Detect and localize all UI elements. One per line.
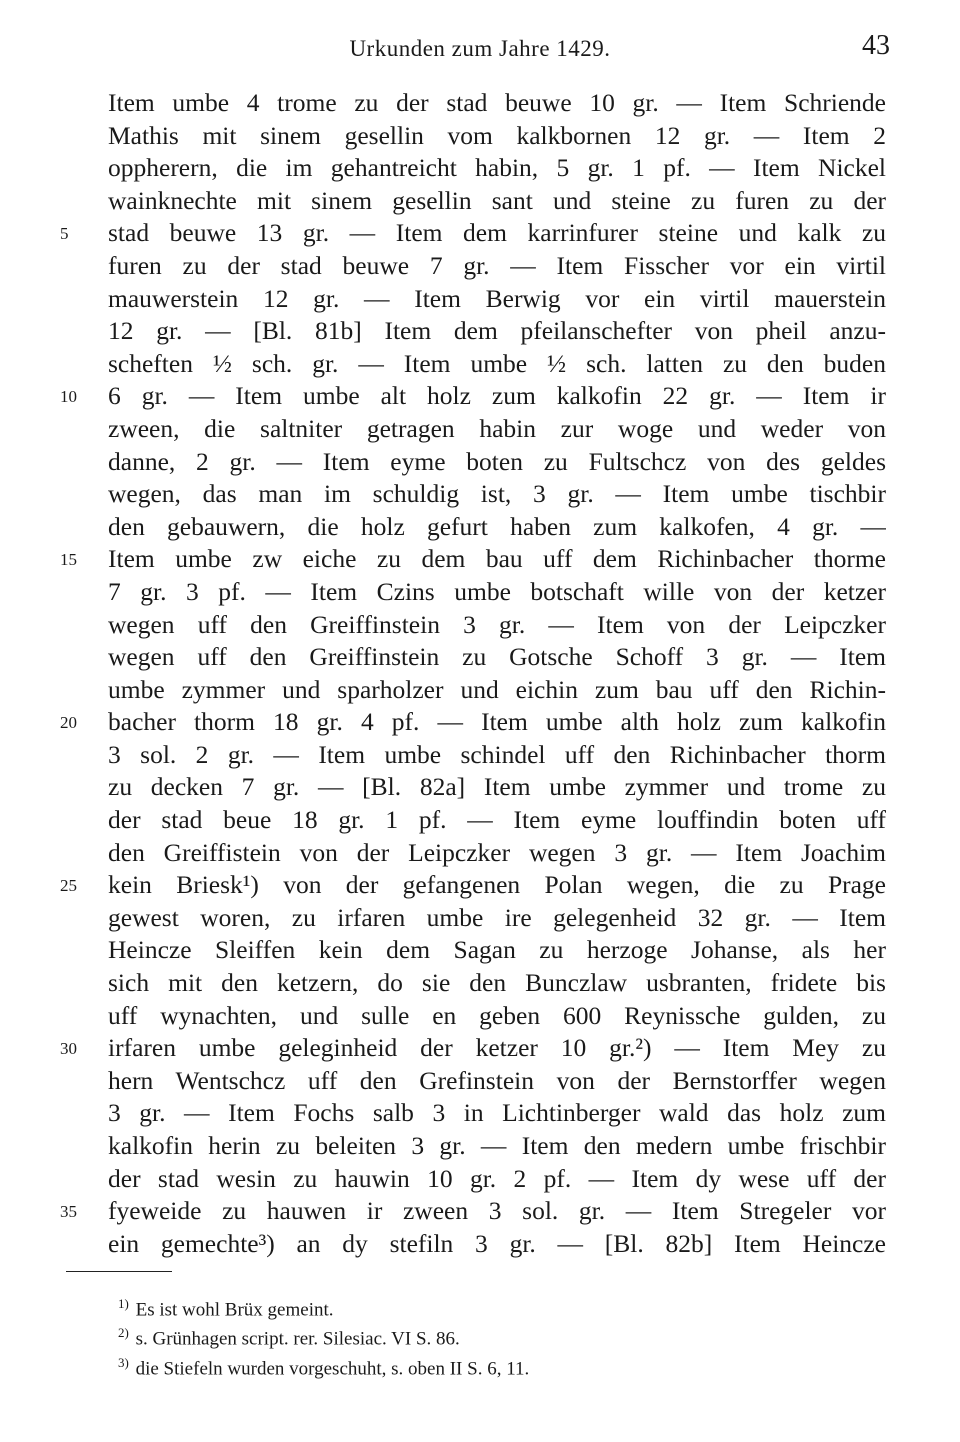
text-line xyxy=(0,934,960,967)
text-line xyxy=(0,706,960,739)
line-text: Mathis mit sinem gesellin vom kalkbornen 12 gr. — Item 2 xyxy=(108,120,886,150)
text-line xyxy=(0,478,960,511)
text-line xyxy=(0,87,960,120)
line-number: 30 xyxy=(60,1039,77,1059)
text-line xyxy=(0,869,960,902)
line-text: Heincze Sleiffen kein dem Sagan zu herzoge Johanse, als her xyxy=(108,935,886,965)
line-text: wainknechte mit sinem gesellin sant und steine zu furen zu der xyxy=(108,185,886,215)
footnote-mark: 1) xyxy=(118,1296,129,1311)
line-text: furen zu der stad beuwe 7 gr. — Item Fisscher vor ein virtil xyxy=(108,250,886,280)
text-line xyxy=(0,380,960,413)
text-line xyxy=(0,315,960,348)
line-text: der stad wesin zu hauwin 10 gr. 2 pf. — Item dy wese uff der xyxy=(108,1163,886,1193)
line-text: Item umbe 4 trome zu der stad beuwe 10 gr. — Item Schriende xyxy=(108,88,886,117)
text-line xyxy=(0,1195,960,1228)
line-text: wegen uff den Greiffinstein zu Gotsche Schoff 3 gr. — Item xyxy=(108,642,886,672)
line-text: 3 sol. 2 gr. — Item umbe schindel uff den Richinbacher thorm xyxy=(108,739,886,769)
text-line xyxy=(0,967,960,1000)
line-text: wegen uff den Greiffinstein 3 gr. — Item von der Leipczker xyxy=(108,609,886,639)
line-text: wegen, das man im schuldig ist, 3 gr. — Item umbe tischbir xyxy=(108,479,886,509)
line-text: zu decken 7 gr. — [Bl. 82a] Item umbe zymmer und trome zu xyxy=(108,772,886,802)
text-line xyxy=(0,609,960,642)
line-text: bacher thorm 18 gr. 4 pf. — Item umbe alth holz zum kalkofin xyxy=(108,707,886,737)
line-text: der stad beue 18 gr. 1 pf. — Item eyme louffindin boten uff xyxy=(108,805,886,835)
line-text: 6 gr. — Item umbe alt holz zum kalkofin 22 gr. — Item ir xyxy=(108,381,886,411)
line-text: kalkofin herin zu beleiten 3 gr. — Item den medern umbe frischbir xyxy=(108,1131,886,1160)
text-line xyxy=(0,771,960,804)
text-line xyxy=(0,1130,960,1163)
line-number: 20 xyxy=(60,713,77,733)
text-line xyxy=(0,804,960,837)
text-line xyxy=(0,902,960,935)
line-number: 5 xyxy=(60,224,69,244)
page-header xyxy=(0,30,960,70)
page-number: 43 xyxy=(862,30,890,61)
text-line xyxy=(0,739,960,772)
text-line xyxy=(0,283,960,316)
footnote-mark: 2) xyxy=(118,1325,129,1341)
line-text: 12 gr. — [Bl. 81b] Item dem pfeilanschefter von pheil anzu- xyxy=(108,316,886,346)
text-line xyxy=(0,674,960,707)
text-line xyxy=(0,413,960,446)
footnote xyxy=(118,1321,878,1350)
footnote xyxy=(118,1292,878,1321)
footnotes xyxy=(118,1292,878,1380)
line-text: hern Wentschcz uff den Grefinstein von der Bernstorffer wegen xyxy=(108,1065,886,1095)
line-text: scheften ½ sch. gr. — Item umbe ½ sch. latten zu den buden xyxy=(108,348,886,378)
line-text: kein Briesk¹) von der gefangenen Polan wegen, die zu Prage xyxy=(108,870,886,900)
line-text: umbe zymmer und sparholzer und eichin zum bau uff den Richin- xyxy=(108,674,886,704)
line-text: danne, 2 gr. — Item eyme boten zu Fultschcz von des geldes xyxy=(108,446,886,476)
line-number: 25 xyxy=(60,876,77,896)
line-text: stad beuwe 13 gr. — Item dem karrinfurer steine und kalk zu xyxy=(108,218,886,248)
line-text: sich mit den ketzern, do sie den Bunczlaw usbranten, fridete bis xyxy=(108,968,886,998)
text-line xyxy=(0,250,960,283)
text-line xyxy=(0,446,960,479)
text-line xyxy=(0,348,960,381)
footnote xyxy=(118,1351,878,1380)
line-text: ein gemechte³) an dy stefiln 3 gr. — [Bl. 82b] Item Heincze xyxy=(108,1228,886,1258)
text-line xyxy=(0,217,960,250)
line-number: 15 xyxy=(60,550,77,570)
line-text: den gebauwern, die holz gefurt haben zum kalkofen, 4 gr. — xyxy=(108,511,886,541)
line-number: 35 xyxy=(60,1202,77,1222)
footnote-mark: 3) xyxy=(118,1354,129,1370)
line-text: irfaren umbe geleginheid der ketzer 10 gr.²) — Item Mey zu xyxy=(108,1033,886,1063)
text-line xyxy=(0,837,960,870)
line-text: den Greiffistein von der Leipczker wegen 3 gr. — Item Joachim xyxy=(108,837,886,867)
running-title: Urkunden zum Jahre 1429. xyxy=(349,36,611,61)
line-text: gewest woren, zu irfaren umbe ire gelegenheid 32 gr. — Item xyxy=(108,902,886,932)
line-text: uff wynachten, und sulle en geben 600 Reynissche gulden, zu xyxy=(108,1000,886,1030)
text-line xyxy=(0,185,960,218)
line-text: 3 gr. — Item Fochs salb 3 in Lichtinberger wald das holz zum xyxy=(108,1098,886,1128)
line-text: 7 gr. 3 pf. — Item Czins umbe botschaft wille von der ketzer xyxy=(108,576,886,606)
text-line xyxy=(0,1000,960,1033)
footnote-text: die Stiefeln wurden vorgeschuht, s. oben II S. 6, 11. xyxy=(135,1357,530,1379)
text-line xyxy=(0,152,960,185)
line-text: Item umbe zw eiche zu dem bau uff dem Richinbacher thorme xyxy=(108,544,886,574)
body-text xyxy=(0,87,960,1260)
line-text: fyeweide zu hauwen ir zween 3 sol. gr. — Item Stregeler vor xyxy=(108,1196,886,1226)
text-line xyxy=(0,641,960,674)
text-line xyxy=(0,1163,960,1196)
footnote-text: Es ist wohl Brüx gemeint. xyxy=(135,1299,334,1321)
footnote-divider xyxy=(66,1271,172,1272)
text-line xyxy=(0,511,960,544)
line-number: 10 xyxy=(60,387,77,407)
footnote-text: s. Grünhagen script. rer. Silesiac. VI S. 86. xyxy=(135,1328,460,1350)
text-line xyxy=(0,120,960,153)
line-text: zween, die saltniter getragen habin zur woge und weder von xyxy=(108,413,886,443)
text-line xyxy=(0,543,960,576)
text-line xyxy=(0,1228,960,1261)
line-text: mauwerstein 12 gr. — Item Berwig vor ein virtil mauerstein xyxy=(108,283,886,313)
text-line xyxy=(0,1065,960,1098)
line-text: oppherern, die im gehantreicht habin, 5 gr. 1 pf. — Item Nickel xyxy=(108,153,886,183)
text-line xyxy=(0,576,960,609)
text-line xyxy=(0,1032,960,1065)
text-line xyxy=(0,1097,960,1130)
